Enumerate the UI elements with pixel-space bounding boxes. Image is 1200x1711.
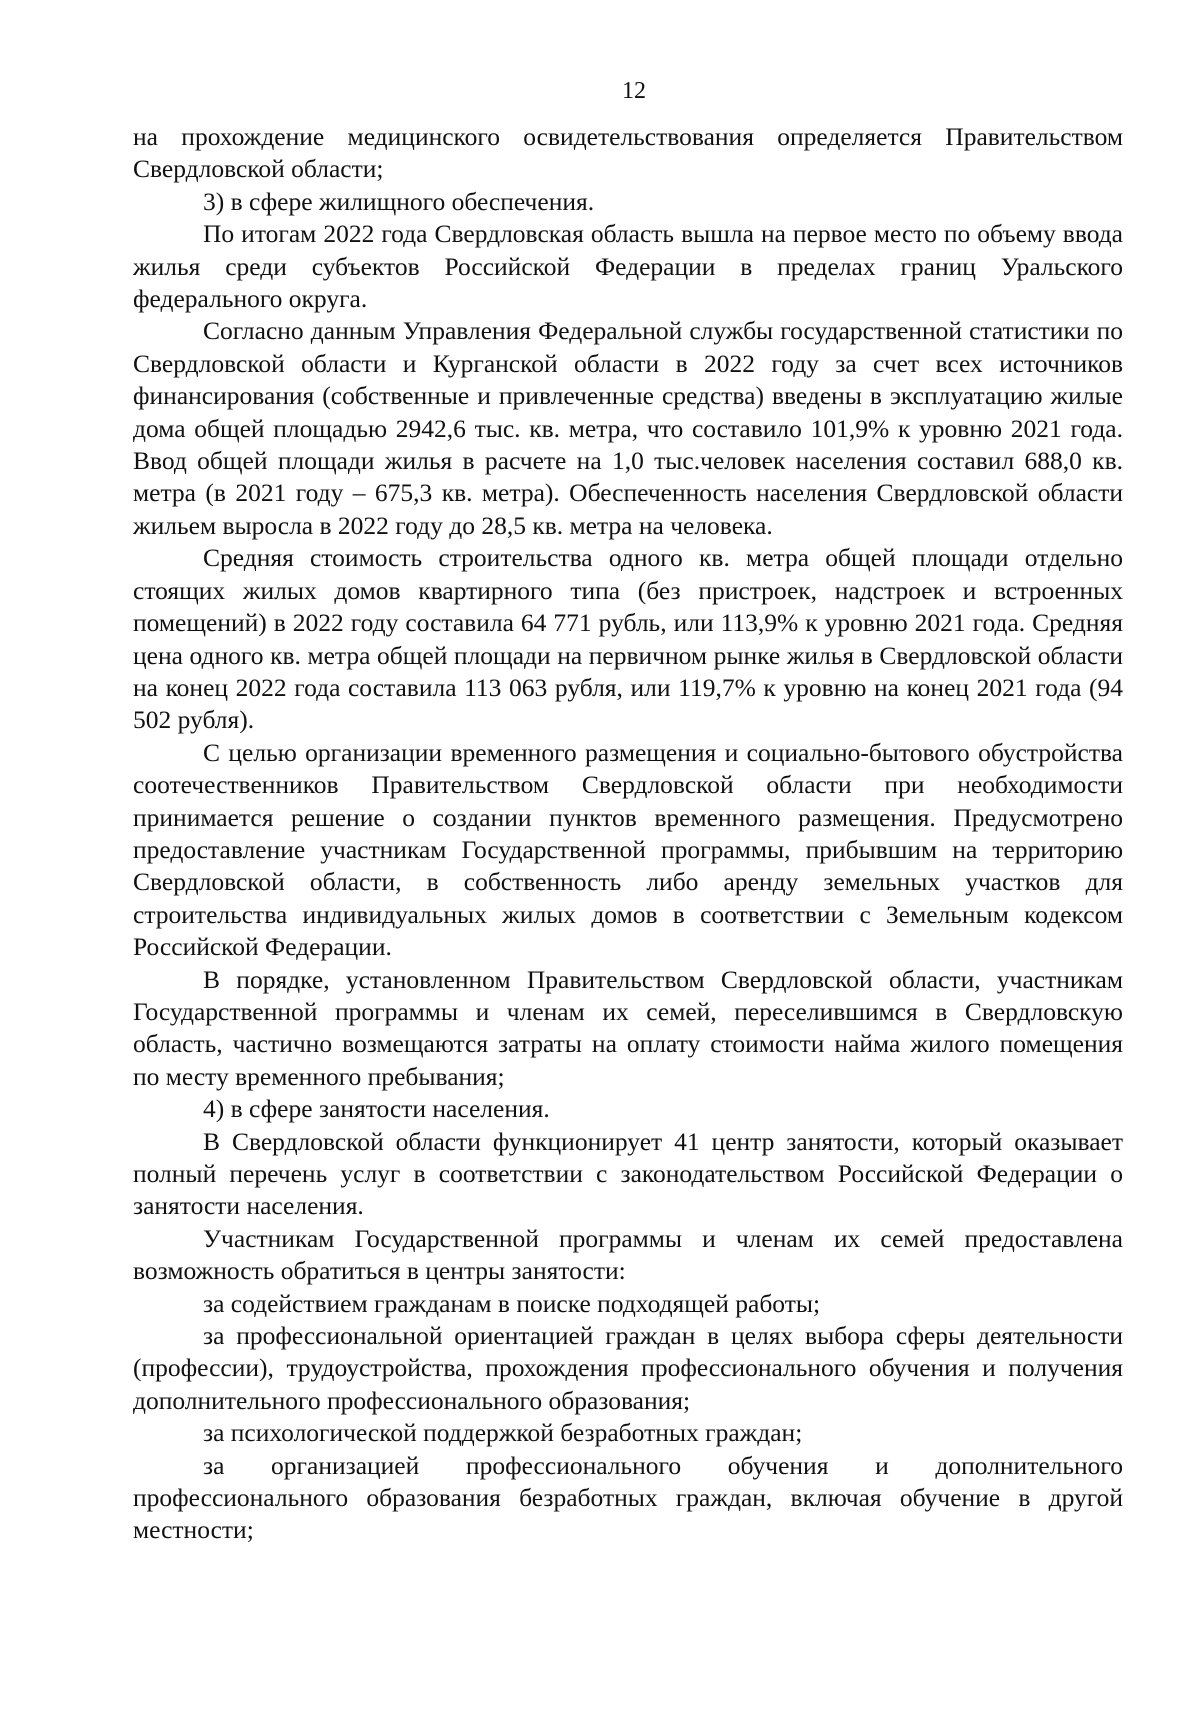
paragraph-11: за содействием гражданам в поиске подходящей работы; <box>203 1288 821 1318</box>
paragraph-14: за организацией профессионального обучения и дополнительного профессионального образования безработных граждан, включая обучение в другой местности; <box>133 1450 1123 1545</box>
paragraph-5: Средняя стоимость строительства одного кв. метра общей площади отдельно стоящих жилых домов квартирного типа (без пристроек, надстроек и встроенных помещений) в 2022 году составила 64 771 рубль, или 113,9% к уровню 2021 года. Средняя цена одного кв. метра общей площади на первичном рынке жилья в Свердловской области на конец 2022 года составила 113 063 рубля, или 119,7% к уровню на конец 2021 года (94 502 рубля). <box>133 543 1123 735</box>
paragraph-6: С целью организации временного размещения и социально-бытового обустройства соотечественников Правительством Свердловской области при необходимости принимается решение о создании пунктов временного размещения. Предусмотрено предоставление участникам Государственной программы, прибывшим на территорию Свердловской области, в собственность либо аренду земельных участков для строительства индивидуальных жилых домов в соответствии с Земельным кодексом Российской Федерации. <box>133 737 1123 962</box>
paragraph-10: Участникам Государственной программы и членам их семей предоставлена возможность обратиться в центры занятости: <box>133 1223 1123 1286</box>
paragraph-13: за психологической поддержкой безработных граждан; <box>203 1418 803 1448</box>
paragraph-2: 3) в сфере жилищного обеспечения. <box>203 186 595 216</box>
paragraph-1: на прохождение медицинского освидетельствования определяется Правительством Свердловской области; <box>133 122 1123 184</box>
paragraph-9: В Свердловской области функционирует 41 центр занятости, который оказывает полный перечень услуг в соответствии с законодательством Российской Федерации о занятости населения. <box>133 1126 1123 1221</box>
paragraph-12: за профессиональной ориентацией граждан в целях выбора сферы деятельности (профессии), трудоустройства, прохождения профессионального обучения и получения дополнительного профессионального образования; <box>133 1321 1123 1415</box>
paragraph-4: Согласно данным Управления Федеральной службы государственной статистики по Свердловской области и Курганской области в 2022 году за счет всех источников финансирования (собственные и привлеченные средства) введены в эксплуатацию жилые дома общей площадью 2942,6 тыс. кв. метра, что составило 101,9% к уровню 2021 года. Ввод общей площади жилья в расчете на 1,0 тыс.человек населения составил 688,0 кв. метра (в 2021 году – 675,3 кв. метра). Обеспеченность населения Свердловской области жильем выросла в 2022 году до 28,5 кв. метра на человека. <box>133 316 1123 540</box>
body-text <box>133 121 1123 1547</box>
page-number: 12 <box>622 78 646 104</box>
paragraph-7: В порядке, установленном Правительством Свердловской области, участникам Государственной программы и членам их семей, переселившимся в Свердловскую область, частично возмещаются затраты на оплату стоимости найма жилого помещения по месту временного пребывания; <box>133 964 1123 1091</box>
paragraph-3: По итогам 2022 года Свердловская область вышла на первое место по объему ввода жилья среди субъектов Российской Федерации в пределах границ Уральского федерального округа. <box>133 219 1123 314</box>
paragraph-8: 4) в сфере занятости населения. <box>203 1094 550 1124</box>
